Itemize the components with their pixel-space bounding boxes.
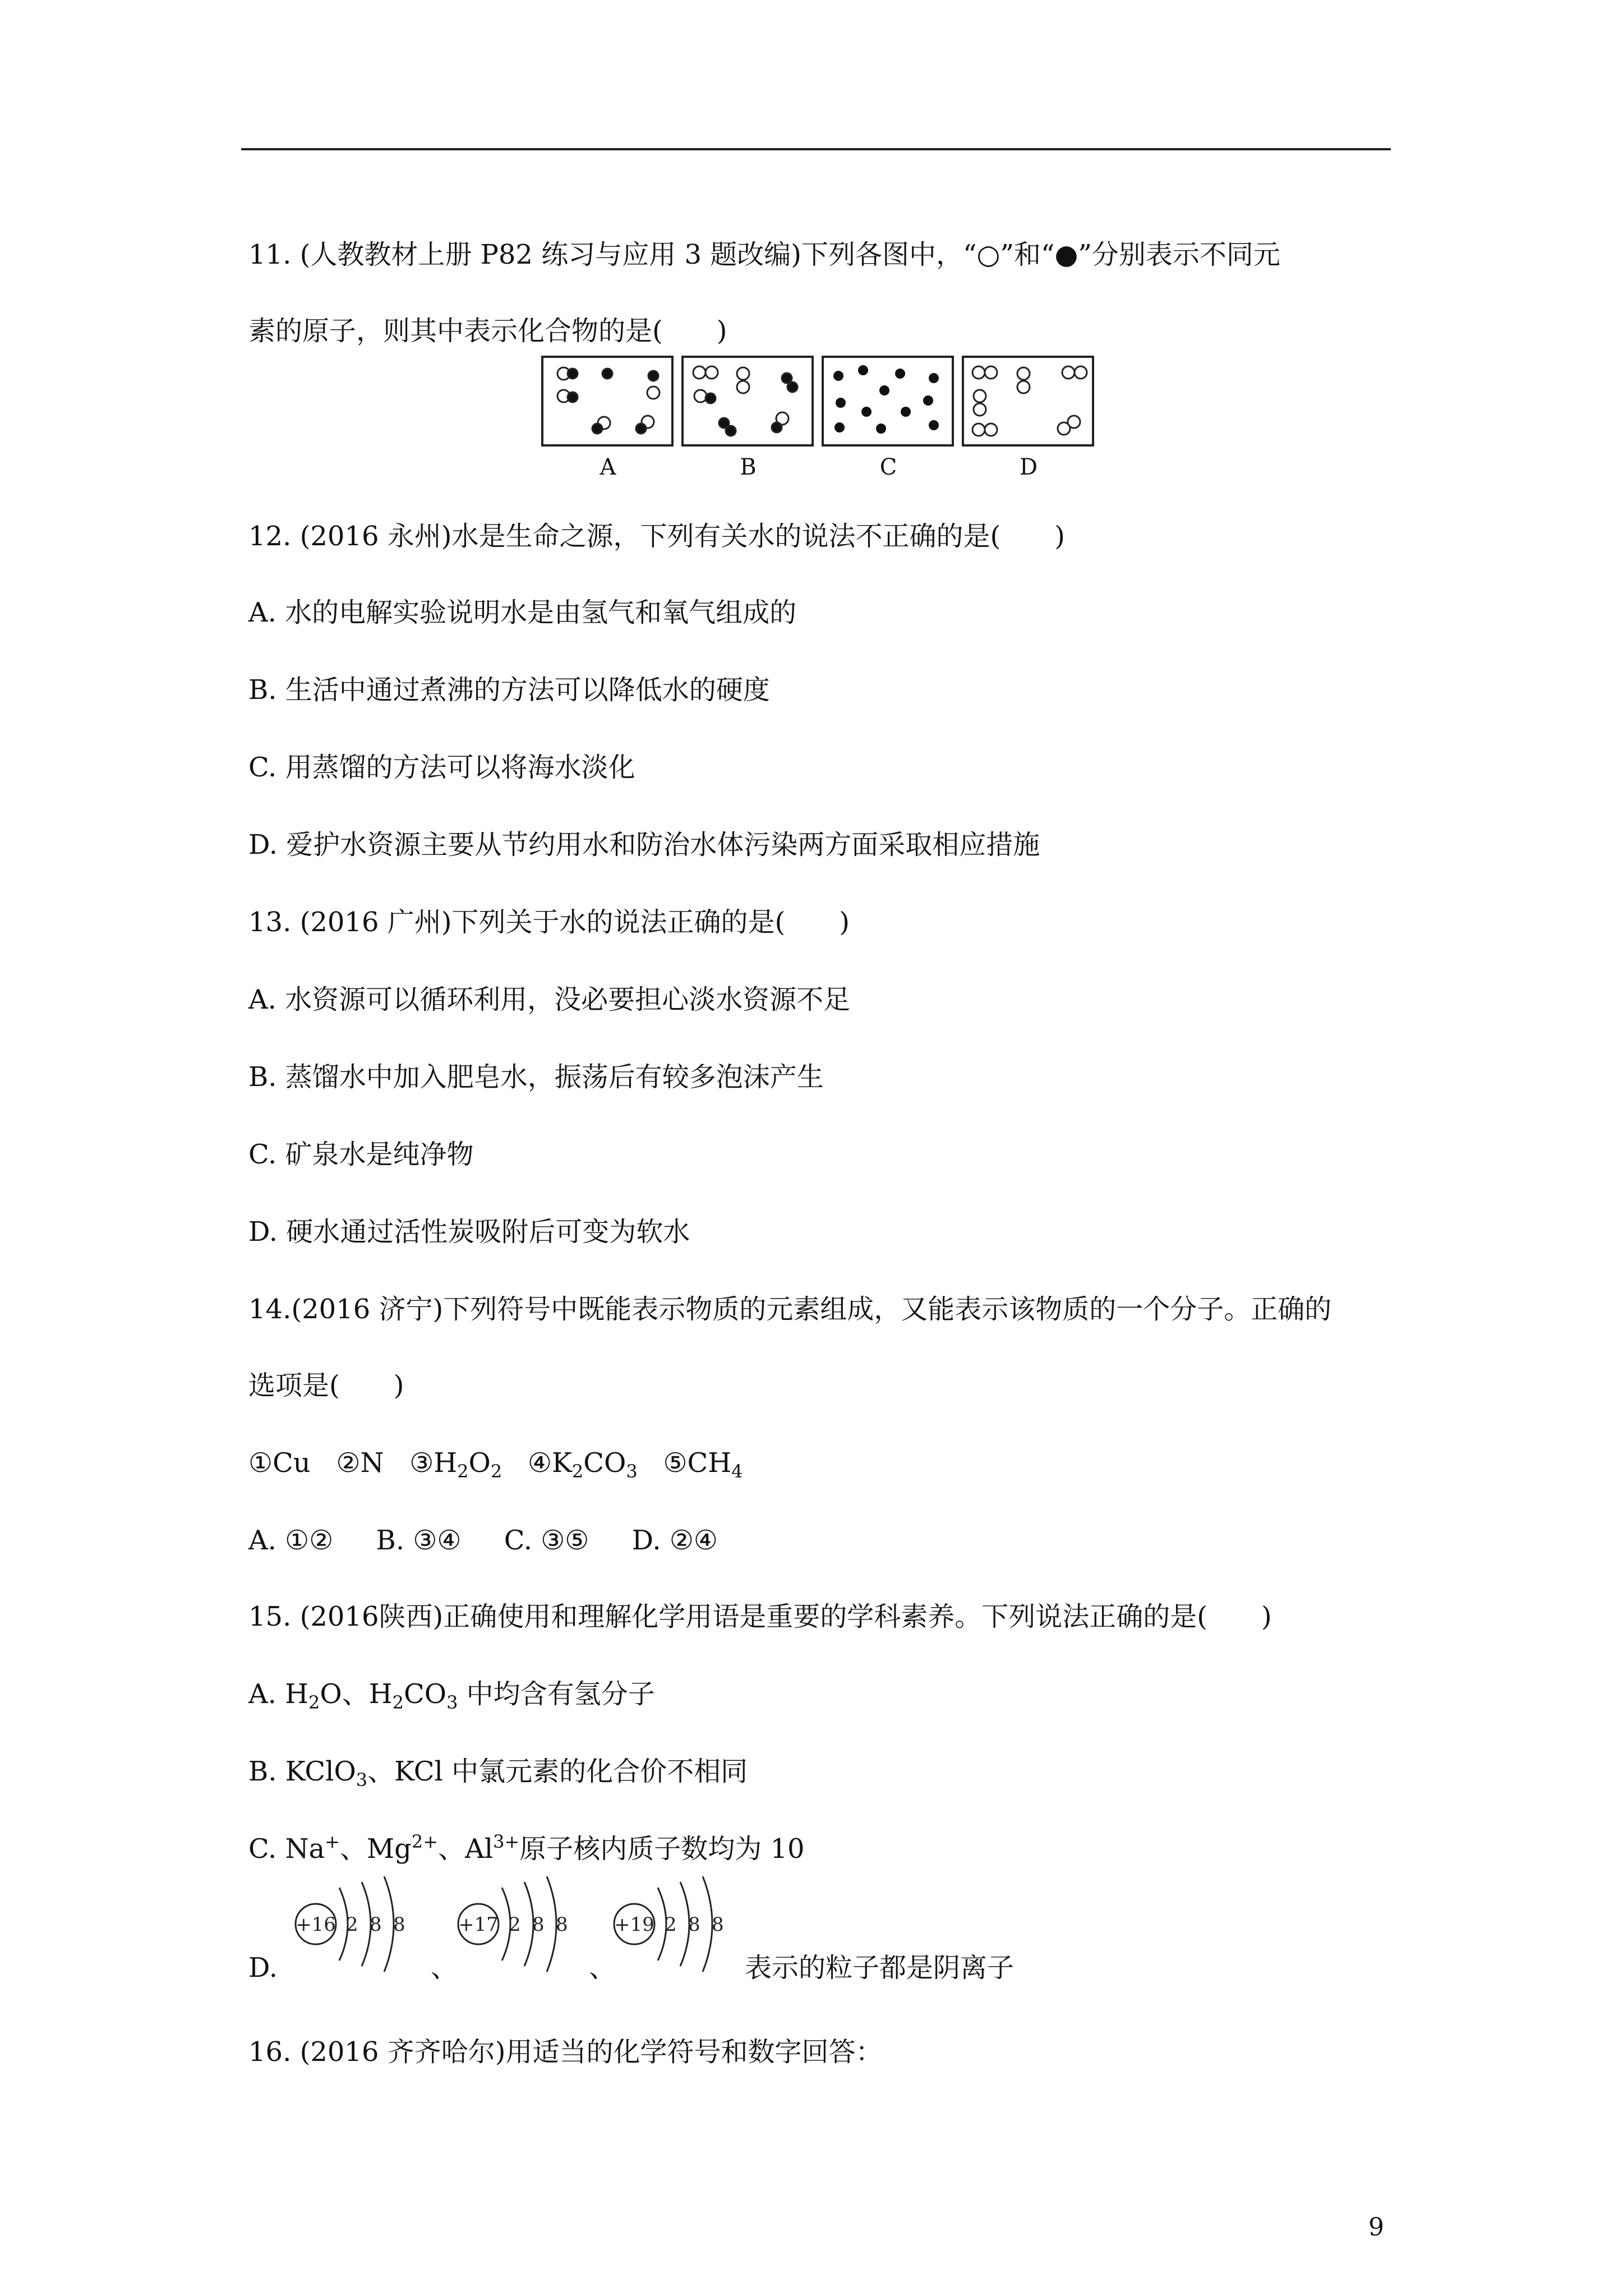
figure-label-d: D xyxy=(1019,454,1038,480)
atom-diagram-3 xyxy=(614,1876,724,1972)
q11-number: 11. xyxy=(248,239,292,270)
header-rule xyxy=(241,148,1391,150)
q11-text-line1: (人教教材上册 P82 练习与应用 3 题改编)下列各图中，“○”和“●”分别表示不同元 xyxy=(299,239,1280,270)
svg-text:+17: +17 xyxy=(458,1913,499,1936)
q14-option-b: B. ③④ xyxy=(376,1525,462,1556)
q14-text-line1: (2016 济宁)下列符号中既能表示物质的元素组成，又能表示该物质的一个分子。正确的 xyxy=(291,1294,1332,1325)
diagram-a-particles xyxy=(557,367,660,434)
q14-line1 xyxy=(248,1292,1331,1326)
figure-label-b: B xyxy=(740,454,757,480)
q15-option-d-sep1: 、 xyxy=(431,1952,458,1984)
q12-option-d: D. 爱护水资源主要从节约用水和防治水体污染两方面采取相应措施 xyxy=(248,829,1040,861)
q14-symbols xyxy=(248,1446,743,1480)
q13-text: (2016 广州)下列关于水的说法正确的是( ) xyxy=(299,907,850,938)
q13-option-c: C. 矿泉水是纯净物 xyxy=(248,1139,474,1170)
q15-option-d-label: D. xyxy=(248,1952,278,1984)
q12-option-a: A. 水的电解实验说明水是由氢气和氧气组成的 xyxy=(248,597,797,628)
q16-number: 16. xyxy=(248,2036,292,2068)
svg-text:2: 2 xyxy=(665,1913,677,1936)
q13-stem xyxy=(248,905,850,939)
q12-option-c: C. 用蒸馏的方法可以将海水淡化 xyxy=(248,752,635,783)
svg-text:8: 8 xyxy=(370,1913,382,1936)
q14-symbol-5: $⑤CH_4$ xyxy=(663,1447,743,1482)
q15-number: 15. xyxy=(248,1601,292,1632)
q11-line1 xyxy=(248,238,1280,272)
diagram-c-particles xyxy=(833,365,939,434)
q14-option-d: D. ②④ xyxy=(631,1525,718,1556)
svg-text:+16: +16 xyxy=(296,1913,336,1936)
q14-symbol-4: $④K_2CO_3$ xyxy=(528,1447,638,1482)
svg-text:8: 8 xyxy=(393,1913,405,1936)
q14-symbol-3: $③H_2O_2$ xyxy=(409,1447,502,1482)
q14-options xyxy=(248,1524,718,1557)
atom-diagram-2 xyxy=(458,1876,568,1972)
svg-text:8: 8 xyxy=(688,1913,700,1936)
q12-text: (2016 永州)水是生命之源，下列有关水的说法不正确的是( ) xyxy=(299,521,1065,552)
figure-label-a: A xyxy=(600,454,616,480)
q15-option-d-text: 表示的粒子都是阴离子 xyxy=(745,1952,1015,1984)
svg-text:+19: +19 xyxy=(614,1913,654,1936)
q13-number: 13. xyxy=(248,907,292,938)
q13-option-d: D. 硬水通过活性炭吸附后可变为软水 xyxy=(248,1216,690,1248)
figure-label-c: C xyxy=(879,454,897,480)
q12-stem xyxy=(248,519,1065,553)
q16-text: (2016 齐齐哈尔)用适当的化学符号和数字回答： xyxy=(299,2036,883,2068)
diagram-d-particles xyxy=(972,366,1087,436)
q15-option-a: A. $H_2O$、$H_2CO_3$ 中均含有氢分子 xyxy=(248,1678,655,1713)
q15-option-b: B. KClO$_3$、KCl 中氯元素的化合价不相同 xyxy=(248,1756,748,1791)
q14-number: 14. xyxy=(248,1294,292,1325)
svg-text:8: 8 xyxy=(556,1913,568,1936)
svg-text:8: 8 xyxy=(712,1913,724,1936)
q14-option-c: C. ③⑤ xyxy=(504,1525,589,1556)
q13-option-a: A. 水资源可以循环利用，没必要担心淡水资源不足 xyxy=(248,984,851,1015)
q15-option-d-sep2: 、 xyxy=(589,1952,616,1984)
q15-option-c: C. Na+、$Mg^{2+}$、$Al^{3+}$原子核内质子数均为 10 xyxy=(248,1831,805,1865)
svg-text:8: 8 xyxy=(532,1913,545,1936)
q11-line2: 素的原子，则其中表示化合物的是( ) xyxy=(248,315,727,347)
page-number: 9 xyxy=(1368,2213,1384,2242)
q12-option-b: B. 生活中通过煮沸的方法可以降低水的硬度 xyxy=(248,674,770,706)
q13-option-b: B. 蒸馏水中加入肥皂水，振荡后有较多泡沫产生 xyxy=(248,1061,824,1093)
svg-text:2: 2 xyxy=(509,1913,521,1936)
q16-stem xyxy=(248,2035,882,2069)
q14-option-a: A. ①② xyxy=(248,1525,334,1556)
q12-number: 12. xyxy=(248,521,292,552)
q14-line2: 选项是( ) xyxy=(248,1370,404,1401)
q15-atom-diagrams xyxy=(283,1865,788,1989)
q15-text: (2016陕西)正确使用和理解化学用语是重要的学科素养。下列说法正确的是( ) xyxy=(299,1601,1272,1632)
atom-diagram-1 xyxy=(296,1876,405,1972)
q15-stem xyxy=(248,1600,1272,1634)
diagram-b-particles xyxy=(693,366,797,436)
svg-text:2: 2 xyxy=(346,1913,358,1936)
q14-symbol-2: ②N xyxy=(336,1447,384,1479)
q14-symbol-1: ①Cu xyxy=(248,1447,311,1479)
